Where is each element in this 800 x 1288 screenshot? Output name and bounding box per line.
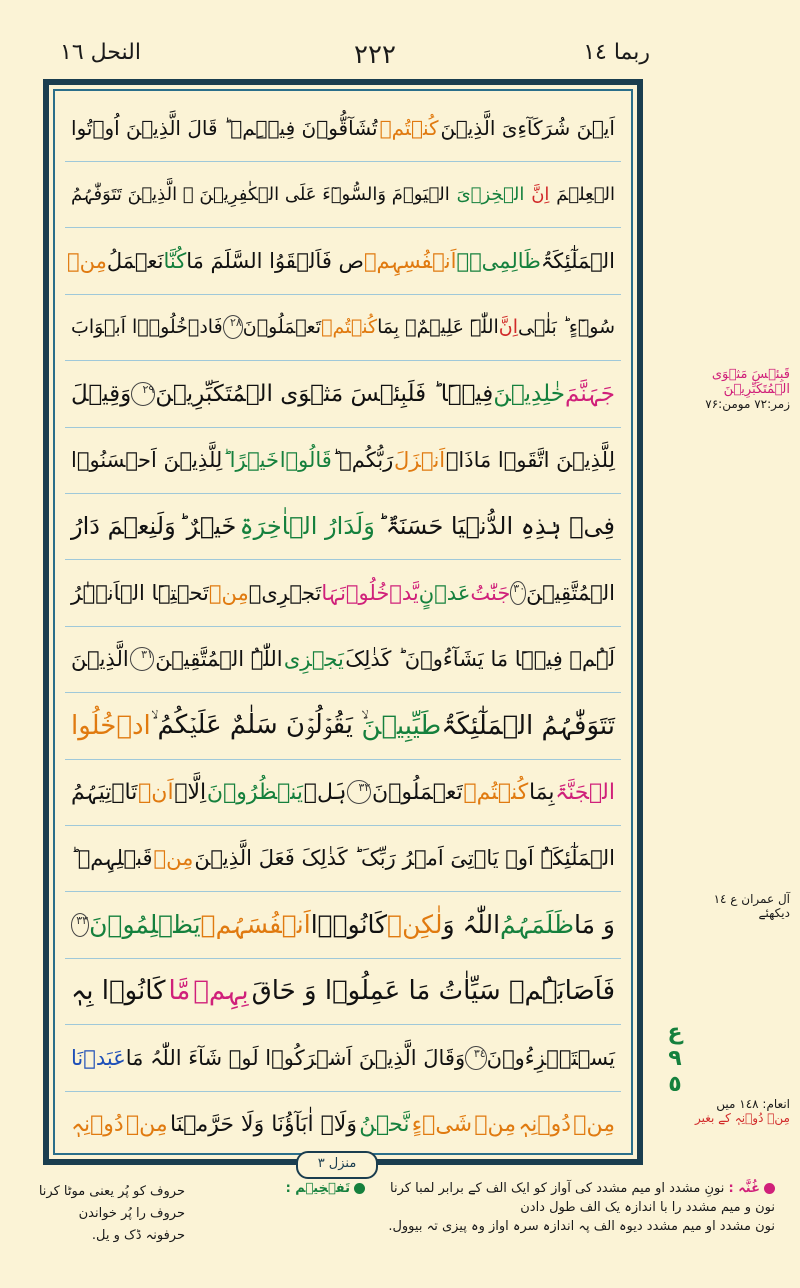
verse-line xyxy=(65,161,621,228)
verse-line xyxy=(65,693,621,760)
text-frame xyxy=(43,79,643,1165)
verse-line xyxy=(65,493,621,560)
tajweed-word: اِنَّ xyxy=(498,316,519,339)
tajweed-word: یَجۡزِی xyxy=(283,647,344,672)
verse-text: تَعۡمَلُوۡنَ xyxy=(242,316,322,339)
tajweed-word: ظَلَمَہُمُ xyxy=(500,910,574,940)
verse-text: بِمَا xyxy=(528,779,555,805)
tajweed-word: یَّدۡخُلُوۡنَہَا xyxy=(321,580,419,605)
tajweed-word: اَنۡفُسَہُمۡ xyxy=(200,910,311,940)
verse-text: قَبۡلِہِمۡ ؕ xyxy=(71,846,153,871)
manzil-badge: منزل ۳ xyxy=(296,1151,378,1179)
verse-text: فَاَصَابَہُمۡ سَیِّاٰتُ مَا عَمِلُوۡا وَ حَاقَ xyxy=(251,976,615,1007)
ayah-number-marker: ٣٤ xyxy=(465,1046,487,1070)
page-number: ٢٢٢ xyxy=(354,40,396,70)
tajweed-word: مَّا xyxy=(168,976,191,1007)
tajweed-word: مِنۡ xyxy=(153,846,194,871)
verse-text: ہَلۡ xyxy=(303,779,347,805)
tajweed-word: کُنۡتُمۡ xyxy=(463,779,529,805)
verse-line xyxy=(65,427,621,494)
legend-ghunnah-line2: نون و میم مشدد را با اندازہ یک الف طول دادن xyxy=(520,1200,775,1215)
legend-tafkhim-desc xyxy=(35,1181,185,1247)
verse-text: وَلَاۤ اٰبَآؤُنَا وَلَا حَرَّمۡنَا xyxy=(169,1112,357,1137)
verse-line xyxy=(65,1025,621,1092)
tajweed-word: مِنۡ xyxy=(125,1112,168,1137)
margin-note-2-line2: دیکھئے xyxy=(758,906,790,920)
legend-tafkhim-line3: حرفونہ ڈک و یل. xyxy=(91,1228,185,1243)
ruku-number-1: ٩ xyxy=(668,1046,682,1071)
verse-text: الۡمُتَّقِیۡنَ xyxy=(526,580,615,605)
verse-text: اَیۡنَ شُرَکَآءِیَ الَّذِیۡنَ xyxy=(440,116,615,140)
ruku-marker xyxy=(660,1020,690,1097)
verse-line xyxy=(65,958,621,1025)
verse-line xyxy=(65,759,621,826)
verse-text: کَانُوۡا بِہٖ xyxy=(71,976,166,1007)
tajweed-word: مِنۡ xyxy=(208,580,249,605)
verse-text: خَیۡرٌ ؕ xyxy=(178,512,237,541)
verse-line xyxy=(65,228,621,295)
verse-line xyxy=(65,361,621,428)
verse-text: الۡعِلۡمَ xyxy=(556,183,615,205)
verse-text: فِیۡ ہٰذِہِ الدُّنۡیَا حَسَنَۃٌ ؕ xyxy=(378,512,615,541)
tajweed-word: کُنۡتُمۡ xyxy=(321,316,378,339)
verse-text: تَتَوَفّٰہُمُ الۡمَلٰٓئِکَۃُ xyxy=(441,710,615,741)
tajweed-word: لٰکِنۡ xyxy=(387,910,443,940)
pink-bullet-icon xyxy=(764,1183,775,1194)
margin-note-1 xyxy=(650,367,790,411)
verse-text: ۙ یَقُوۡلُوۡنَ سَلٰمٌ عَلَیۡکُمُ ۙ xyxy=(151,710,362,741)
verse-text: فَادۡخُلُوۡۤا اَبۡوَابَ xyxy=(71,316,223,339)
tajweed-word: یَنۡظُرُوۡنَ xyxy=(206,779,304,805)
verse-text: وَقَالَ الَّذِیۡنَ اَشۡرَکُوۡا لَوۡ شَآءَ اللّٰہُ مَا xyxy=(125,1045,466,1070)
verse-text: یَسۡتَہۡزِءُوۡنَ xyxy=(486,1045,615,1070)
tajweed-word: نَّحۡنُ xyxy=(359,1112,410,1137)
verse-text: اللّٰہَ عَلِیۡمٌۢ بِمَا xyxy=(377,316,499,339)
tajweed-word: مِنۡ xyxy=(67,248,107,273)
tajweed-word: اِنَّ xyxy=(531,183,550,205)
margin-note-2-line1: آل عمران ع ١٤ xyxy=(713,892,790,906)
verse-text: الۡمَلٰٓئِکَۃُ اَوۡ یَاۡتِیَ اَمۡرُ رَبِّکَ ؕ کَذٰلِکَ فَعَلَ الَّذِیۡنَ xyxy=(194,846,615,871)
legend-tafkhim xyxy=(185,1181,365,1196)
verse-text: کَانُوۡۤا xyxy=(310,910,388,940)
tajweed-word: طَیِّبِیۡنَ xyxy=(361,710,442,741)
tajweed-word: عَدۡنٍ xyxy=(418,580,471,605)
tajweed-word: ادۡخُلُوا xyxy=(71,710,151,741)
verse-text: الۡیَوۡمَ وَالسُّوۡٓءَ عَلَی الۡکٰفِرِیۡنَ ۙ الَّذِیۡنَ تَتَوَفّٰہُمُ xyxy=(71,183,450,205)
verse-text: نَعۡمَلُ xyxy=(106,248,164,273)
text-area xyxy=(53,89,633,1155)
legend-ghunnah-title: غُنَّہ : xyxy=(728,1181,760,1196)
tajweed-word: اَنۡفُسِہِمۡ xyxy=(363,248,457,273)
verse-text: اِلَّاۤ xyxy=(174,779,207,805)
ruku-number-2: ٥ xyxy=(668,1072,682,1097)
tajweed-word: قَالُوۡا xyxy=(279,448,332,472)
tajweed-word: اَنۡزَلَ xyxy=(394,448,446,472)
margin-note-3-line1: انعام: ١٤٨ میں xyxy=(716,1097,790,1111)
ayah-number-marker: ٢٩ xyxy=(131,382,155,406)
tajweed-word: دُوۡنِہٖ xyxy=(71,1112,124,1137)
verse-text: فِیۡہَا ؕ فَلَبِئۡسَ مَثۡوَی الۡمُتَکَبِّرِیۡنَ xyxy=(155,380,494,407)
tajweed-word: جَہَنَّمَ xyxy=(565,380,615,407)
verse-line xyxy=(65,825,621,892)
tajweed-word: وَلَدَارُ الۡاٰخِرَۃِ xyxy=(239,512,375,541)
margin-note-1-line2: زمر:۷۲ مومن:۷۶ xyxy=(705,397,790,411)
tajweed-word: الۡجَنَّۃَ xyxy=(555,779,615,805)
tajweed-word: ظَالِمِیۡۤ xyxy=(456,248,541,273)
ayah-number-marker: ٣٠ xyxy=(510,581,526,605)
margin-note-3 xyxy=(650,1097,790,1125)
ruku-letter: ع xyxy=(667,1020,683,1045)
tajweed-word: خٰلِدِیۡنَ xyxy=(493,380,565,407)
tajweed-word: بِہِمۡ xyxy=(193,976,249,1007)
margin-note-2 xyxy=(650,892,790,920)
margin-note-3-line2: مِنۡ دُوۡنِہٖ کے بغیر xyxy=(694,1111,790,1125)
verse-text: وَقِیۡلَ xyxy=(71,380,132,407)
verse-text: سُوۡٓءٍ ؕ بَلٰۤی xyxy=(518,316,615,339)
verse-line xyxy=(65,626,621,693)
verse-line xyxy=(65,1091,621,1158)
verse-text: الَّذِیۡنَ xyxy=(71,647,129,672)
tajweed-word: دُوۡنِہٖ xyxy=(518,1112,571,1137)
surah-label: النحل ١٦ xyxy=(60,40,141,65)
tajweed-word: الۡخِزۡیَ xyxy=(456,183,525,205)
tajweed-word: کُنَّا xyxy=(163,248,187,273)
legend-tafkhim-line2: حروف را پُر خواندن xyxy=(78,1206,185,1221)
tajweed-word: مِنۡ xyxy=(474,1112,517,1137)
ayah-number-marker: ٣٢ xyxy=(347,780,371,804)
verse-text: لِلَّذِیۡنَ اَحۡسَنُوۡا xyxy=(71,448,223,472)
ayah-number-marker: ٣٣ xyxy=(71,913,89,937)
verse-text: تَجۡرِیۡ xyxy=(248,580,322,605)
juz-label: ربما ١٤ xyxy=(583,40,650,65)
tajweed-legend xyxy=(35,1177,775,1277)
ayah-number-marker: ٣١ xyxy=(130,647,154,671)
tajweed-word: اَنۡ xyxy=(138,779,174,805)
tajweed-word: کُنۡتُمۡ xyxy=(379,116,439,140)
verse-text: تَاۡتِیَہُمُ xyxy=(71,779,138,805)
verse-text: رَبُّکُمۡ ؕ xyxy=(332,448,394,472)
tajweed-word: مِنۡ xyxy=(573,1112,615,1137)
verse-text: لِلَّذِیۡنَ اتَّقَوۡا مَاذَاۤ xyxy=(445,448,615,472)
tajweed-word: یَظۡلِمُوۡنَ xyxy=(89,910,201,940)
legend-ghunnah-line1: نونِ مشدد او میم مشدد کی آواز کو ایک الف کے برابر لمبا کرنا xyxy=(390,1181,725,1196)
verse-text: اللّٰہُ الۡمُتَّقِیۡنَ xyxy=(155,647,283,672)
ayah-number-marker: ٢٨ xyxy=(223,315,243,339)
legend-ghunnah xyxy=(375,1181,775,1238)
tajweed-word: خَیۡرًا ؕ xyxy=(222,448,280,472)
verse-text: الۡمَلٰٓئِکَۃُ xyxy=(540,248,615,273)
legend-tafkhim-title: تَفۡخِیۡم : xyxy=(285,1181,350,1196)
verse-line xyxy=(65,95,621,162)
verse-text: تَحۡتِہَا الۡاَنۡہٰرُ xyxy=(71,580,209,605)
verse-line xyxy=(65,892,621,959)
green-bullet-icon xyxy=(354,1183,365,1194)
verse-text: تَعۡمَلُوۡنَ xyxy=(372,779,463,805)
verse-text: اللّٰہُ وَ xyxy=(442,910,501,940)
verse-text: تُشَآقُّوۡنَ فِیۡہِمۡ ؕ قَالَ الَّذِیۡنَ اُوۡتُوا xyxy=(71,116,378,140)
tajweed-word: جَنّٰتُ xyxy=(470,580,511,605)
verse-text: لَہُمۡ فِیۡہَا مَا یَشَآءُوۡنَ ؕ کَذٰلِکَ xyxy=(345,647,615,672)
verse-line xyxy=(65,560,621,627)
verse-text: وَلَنِعۡمَ دَارُ xyxy=(71,512,176,541)
legend-tafkhim-line1: حروف کو پُر یعنی موٹا کرنا xyxy=(38,1184,185,1199)
tajweed-word: شَیۡءٍ xyxy=(411,1112,473,1137)
verse-text: ص فَاَلۡقَوُا السَّلَمَ مَا xyxy=(186,248,364,273)
margin-note-1-line1: قَبِئۡسَ مَثۡوَی الۡمُتَکَبِّرِیۡنَ xyxy=(711,367,790,397)
legend-ghunnah-line3: نون مشدد او میم مشدد دیوہ الف پہ اندازہ سرہ اواز وہ پیزی تہ بیوول. xyxy=(388,1219,775,1234)
verse-text: وَ مَا xyxy=(573,910,615,940)
verse-line xyxy=(65,294,621,361)
tajweed-word: عَبَدۡنَا xyxy=(71,1045,126,1070)
